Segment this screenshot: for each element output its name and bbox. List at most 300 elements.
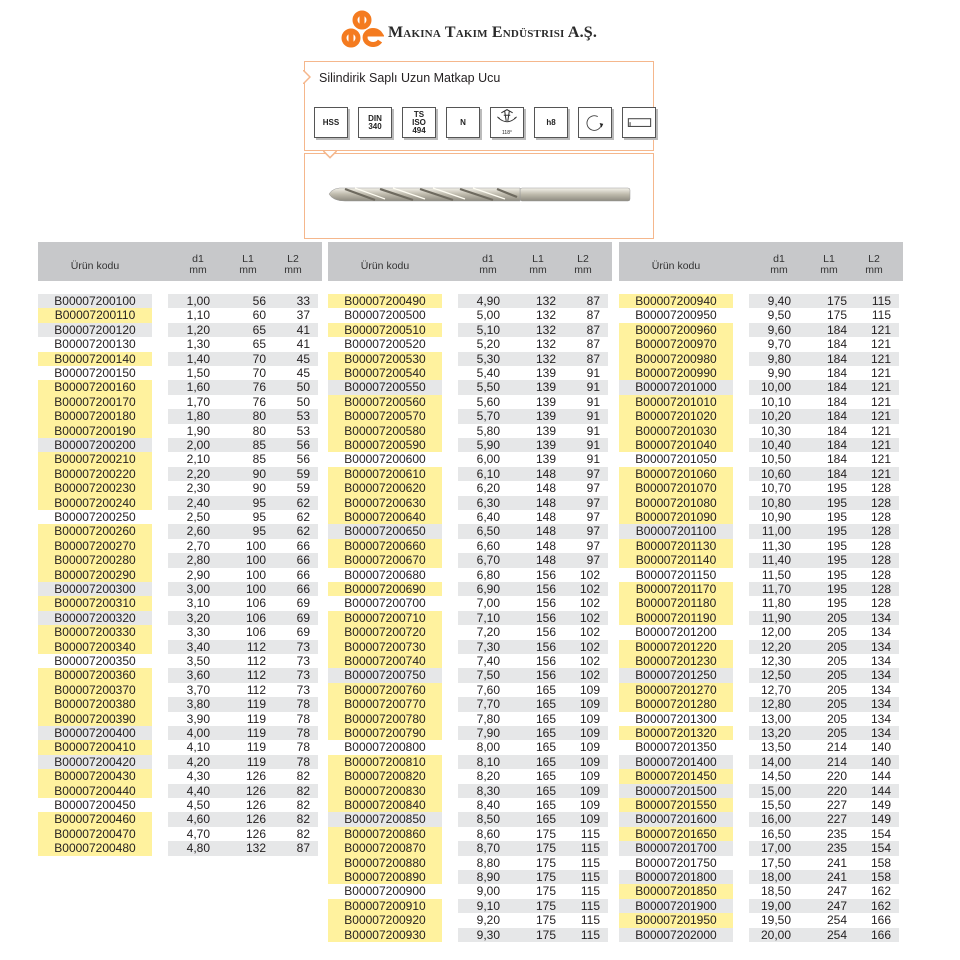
column-label: L1 [532,253,544,265]
table-row [328,654,612,668]
dimension-cells [749,740,899,754]
product-code: B00007201020 [619,409,733,423]
point-angle-label: 118° [502,130,512,136]
length-l2: 121 [870,409,891,424]
product-code: B00007200160 [38,380,152,394]
product-code: B00007201600 [619,812,733,826]
length-l2: 87 [586,322,600,337]
diameter-d1: 6,60 [476,538,500,553]
table-row [328,524,612,538]
diameter-d1: 1,10 [186,308,210,323]
length-l2: 121 [870,394,891,409]
length-l1: 126 [245,812,266,827]
diameter-d1: 13,00 [760,711,791,726]
length-l2: 102 [579,625,600,640]
diameter-d1: 11,80 [761,596,791,611]
length-l1: 220 [826,783,847,798]
dimension-cells [458,395,608,409]
diameter-d1: 2,50 [186,510,210,524]
table-row [619,496,903,510]
length-l2: 158 [870,855,891,870]
table-row [38,452,322,466]
length-l1: 139 [535,409,556,424]
length-l1: 95 [252,524,266,539]
product-code: B00007200210 [38,452,152,466]
length-l2: 109 [579,711,600,726]
length-l1: 184 [826,366,847,380]
table-row [328,683,612,697]
table-row [328,596,612,610]
product-code: B00007200660 [328,539,442,553]
point-angle-icon [493,108,521,129]
table-row [328,582,612,596]
product-info-card [304,61,654,151]
length-l2: 91 [586,380,600,395]
length-l2: 128 [870,553,891,568]
dimension-cells [168,323,318,337]
dimension-cells [749,683,899,697]
table-row [328,568,612,582]
table-row [619,524,903,538]
dimension-cells [458,928,608,942]
length-l2: 78 [296,711,310,726]
length-l1: 95 [252,495,266,510]
dimension-cells [168,308,318,322]
column-unit: mm [574,264,592,276]
diameter-d1: 3,60 [186,668,210,683]
length-l1: 195 [826,553,847,568]
length-l1: 175 [535,826,556,841]
dimension-cells [458,611,608,625]
diameter-d1: 14,50 [760,769,791,784]
diameter-d1: 13,20 [760,726,791,740]
length-l2: 97 [586,538,600,553]
table-row [38,323,322,337]
dimension-cells [749,928,899,942]
column-label: L2 [287,253,299,265]
length-l2: 115 [871,308,891,323]
table-row [328,726,612,740]
length-l2: 109 [579,812,600,827]
table-row [38,827,322,841]
dimension-cells [749,899,899,913]
table-row [328,553,612,567]
length-l2: 66 [296,553,310,568]
table-row [328,424,612,438]
table-row [38,668,322,682]
length-l1: 165 [535,711,556,726]
product-code: B00007200630 [328,496,442,510]
product-code: B00007200780 [328,712,442,726]
length-l1: 65 [252,322,266,337]
length-l2: 78 [296,754,310,769]
length-l1: 184 [826,394,847,409]
length-l1: 90 [252,481,266,496]
table-row [38,510,322,524]
diameter-d1: 10,50 [760,452,791,467]
diameter-d1: 8,00 [476,740,500,755]
length-l2: 97 [586,495,600,510]
length-l1: 112 [246,639,266,654]
hss-badge [314,107,348,138]
dimension-cells [168,740,318,754]
column-header-l1 [809,254,849,276]
dimension-cells [749,395,899,409]
length-l1: 148 [535,538,556,553]
diameter-d1: 8,40 [476,798,500,812]
length-l2: 109 [579,682,600,697]
diameter-d1: 1,00 [186,294,210,308]
dimension-cells [749,841,899,855]
length-l2: 115 [580,826,600,841]
product-code: B00007201050 [619,452,733,466]
length-l2: 69 [296,596,310,611]
table-row [328,769,612,783]
table-header [619,242,903,281]
product-code: B00007202000 [619,928,733,942]
dimension-cells [749,582,899,596]
length-l1: 195 [826,524,847,539]
dimension-cells [458,352,608,366]
diameter-d1: 2,30 [186,481,210,496]
rotation-badge [578,107,612,138]
product-code: B00007201130 [619,539,733,553]
product-code: B00007200860 [328,827,442,841]
product-code: B00007200730 [328,640,442,654]
length-l2: 128 [870,481,891,496]
diameter-d1: 4,00 [186,726,210,740]
length-l1: 175 [535,841,556,856]
table-row [38,481,322,495]
dimension-cells [168,409,318,423]
length-l2: 154 [870,841,891,856]
length-l2: 87 [296,841,310,856]
diameter-d1: 18,00 [760,870,791,884]
drill-bit-image [325,180,635,208]
length-l2: 41 [296,337,310,352]
diameter-d1: 4,10 [186,740,210,755]
diameter-d1: 6,00 [476,452,500,467]
product-code: B00007200700 [328,596,442,610]
length-l1: 184 [826,452,847,467]
dimension-cells [168,481,318,495]
diameter-d1: 10,60 [760,466,791,481]
table-row [328,323,612,337]
column-header-product-code [328,261,442,272]
table-row [619,395,903,409]
product-code: B00007200510 [328,323,442,337]
dimension-cells [749,568,899,582]
table-row [619,625,903,639]
length-l1: 156 [535,567,556,582]
dimension-cells [749,510,899,524]
diameter-d1: 5,50 [476,380,500,395]
diameter-d1: 2,90 [186,567,210,582]
table-row [619,827,903,841]
length-l1: 156 [535,625,556,640]
product-code: B00007200750 [328,668,442,682]
table-row [328,928,612,942]
length-l1: 139 [535,438,556,452]
table-row [328,740,612,754]
dimension-cells [458,308,608,322]
dimension-cells [168,510,318,524]
length-l2: 82 [296,798,310,812]
product-code: B00007200340 [38,640,152,654]
length-l1: 126 [245,826,266,841]
length-l2: 121 [870,366,891,380]
table-row [619,294,903,308]
diameter-d1: 10,10 [760,394,791,409]
dimension-cells [458,596,608,610]
product-code: B00007201550 [619,798,733,812]
length-l1: 195 [826,567,847,582]
length-l1: 112 [246,654,266,668]
dimension-cells [458,380,608,394]
length-l1: 90 [252,466,266,481]
diameter-d1: 12,20 [760,639,791,654]
table-row [38,568,322,582]
product-code: B00007200820 [328,769,442,783]
length-l2: 97 [586,524,600,539]
diameter-d1: 8,10 [476,754,500,769]
diameter-d1: 5,00 [476,308,500,323]
dimension-cells [749,308,899,322]
length-l1: 132 [535,337,556,352]
table-row [38,812,322,826]
product-title: Silindirik Saplı Uzun Matkap Ucu [319,71,501,85]
length-l2: 134 [870,639,891,654]
diameter-d1: 2,00 [186,438,210,452]
length-l1: 165 [535,740,556,755]
dimension-cells [749,366,899,380]
length-l2: 128 [870,510,891,524]
length-l2: 87 [586,294,600,308]
dimension-cells [168,452,318,466]
table-row [619,856,903,870]
table-row [619,596,903,610]
length-l1: 241 [826,855,847,870]
table-row [619,884,903,898]
diameter-d1: 3,90 [186,711,210,726]
length-l2: 115 [580,927,600,942]
point-angle-badge [490,107,524,138]
product-code: B00007200840 [328,798,442,812]
length-l2: 109 [579,726,600,740]
table-row [328,308,612,322]
product-code: B00007200900 [328,884,442,898]
length-l1: 148 [535,495,556,510]
length-l2: 121 [870,438,891,452]
table-row [619,323,903,337]
product-code: B00007200870 [328,841,442,855]
product-code: B00007200800 [328,740,442,754]
badge-text: 340 [368,121,382,131]
diameter-d1: 6,30 [476,495,500,510]
table-row [619,582,903,596]
length-l2: 121 [870,322,891,337]
length-l2: 140 [870,754,891,769]
product-code: B00007200230 [38,481,152,495]
length-l2: 121 [870,351,891,366]
dimension-cells [168,294,318,308]
column-label: L2 [868,253,880,265]
length-l1: 205 [826,697,847,712]
table-row [619,337,903,351]
table-row [619,640,903,654]
product-code: B00007200770 [328,697,442,711]
column-label: Ürün kodu [651,260,701,272]
table-row [328,870,612,884]
diameter-d1: 1,40 [186,351,210,366]
diameter-d1: 12,70 [760,682,791,697]
product-code: B00007201300 [619,712,733,726]
length-l1: 175 [826,308,847,323]
length-l1: 220 [826,769,847,784]
length-l1: 227 [826,798,847,812]
cylindrical-shank-icon [626,117,653,129]
product-code: B00007200620 [328,481,442,495]
dimension-cells [458,683,608,697]
diameter-d1: 11,70 [761,582,791,596]
length-l1: 184 [826,351,847,366]
dimension-cells [168,784,318,798]
product-code: B00007200810 [328,755,442,769]
column-label: d1 [192,253,204,265]
diameter-d1: 2,40 [186,495,210,510]
column-header-l2 [854,254,894,276]
table-row [619,870,903,884]
diameter-d1: 11,90 [761,610,791,625]
length-l2: 121 [870,452,891,467]
length-l2: 134 [870,668,891,683]
table-row [38,467,322,481]
product-code: B00007201030 [619,424,733,438]
length-l2: 102 [579,668,600,683]
column-label: L2 [577,253,589,265]
table-row [328,884,612,898]
column-header-l1 [518,254,558,276]
diameter-d1: 10,00 [760,380,791,395]
length-l2: 121 [870,466,891,481]
length-l1: 156 [535,639,556,654]
dimension-cells [458,424,608,438]
product-code: B00007200710 [328,611,442,625]
table-row [328,352,612,366]
table-row [38,841,322,855]
length-l2: 115 [580,884,600,899]
length-l1: 139 [535,452,556,467]
column-unit: mm [189,264,207,276]
product-code: B00007200420 [38,755,152,769]
product-code: B00007201400 [619,755,733,769]
table-row [38,524,322,538]
length-l1: 205 [826,610,847,625]
dimension-cells [458,798,608,812]
dimension-cells [749,539,899,553]
table-row [328,380,612,394]
dimension-cells [458,784,608,798]
diameter-d1: 1,90 [186,423,210,438]
diameter-d1: 7,60 [476,682,500,697]
dimension-cells [749,812,899,826]
dimension-cells [749,611,899,625]
product-code: B00007200640 [328,510,442,524]
diameter-d1: 12,00 [760,625,791,640]
length-l2: 128 [870,538,891,553]
length-l2: 109 [579,769,600,784]
table-row [38,308,322,322]
length-l1: 184 [826,380,847,395]
length-l2: 121 [870,423,891,438]
product-code: B00007200830 [328,784,442,798]
dimension-cells [168,769,318,783]
diameter-d1: 6,90 [476,582,500,596]
table-row [328,812,612,826]
length-l1: 132 [245,841,266,856]
table-row [38,697,322,711]
dimension-cells [458,409,608,423]
product-code: B00007200280 [38,553,152,567]
product-code: B00007200120 [38,323,152,337]
length-l1: 156 [535,610,556,625]
diameter-d1: 15,50 [760,798,791,812]
length-l1: 100 [245,582,266,596]
table-row [619,510,903,524]
dimension-cells [168,582,318,596]
length-l2: 102 [579,639,600,654]
length-l1: 95 [252,510,266,524]
dimension-cells [458,899,608,913]
product-code: B00007200110 [38,308,152,322]
length-l2: 109 [579,697,600,712]
diameter-d1: 3,20 [186,610,210,625]
dimension-cells [458,582,608,596]
dimension-cells [749,424,899,438]
length-l2: 73 [296,639,310,654]
dimension-cells [168,524,318,538]
dimension-cells [458,640,608,654]
diameter-d1: 4,50 [186,798,210,812]
table-row [38,438,322,452]
diameter-d1: 11,00 [761,524,791,539]
diameter-d1: 4,30 [186,769,210,784]
dimension-cells [168,726,318,740]
column-label: d1 [482,253,494,265]
product-code: B00007200270 [38,539,152,553]
dimension-cells [458,323,608,337]
dimension-cells [749,496,899,510]
diameter-d1: 19,50 [760,913,791,928]
table-row [328,899,612,913]
diameter-d1: 7,70 [476,697,500,712]
diameter-d1: 5,80 [476,423,500,438]
length-l2: 134 [870,682,891,697]
table-row [619,812,903,826]
dimension-cells [749,870,899,884]
table-row [619,712,903,726]
din-badge [358,107,392,138]
dimension-cells [458,625,608,639]
table-row [328,294,612,308]
dimension-cells [458,884,608,898]
length-l1: 126 [245,769,266,784]
column-label: L1 [823,253,835,265]
length-l2: 78 [296,740,310,755]
product-code: B00007200100 [38,294,152,308]
length-l2: 140 [870,740,891,755]
length-l1: 235 [826,826,847,841]
